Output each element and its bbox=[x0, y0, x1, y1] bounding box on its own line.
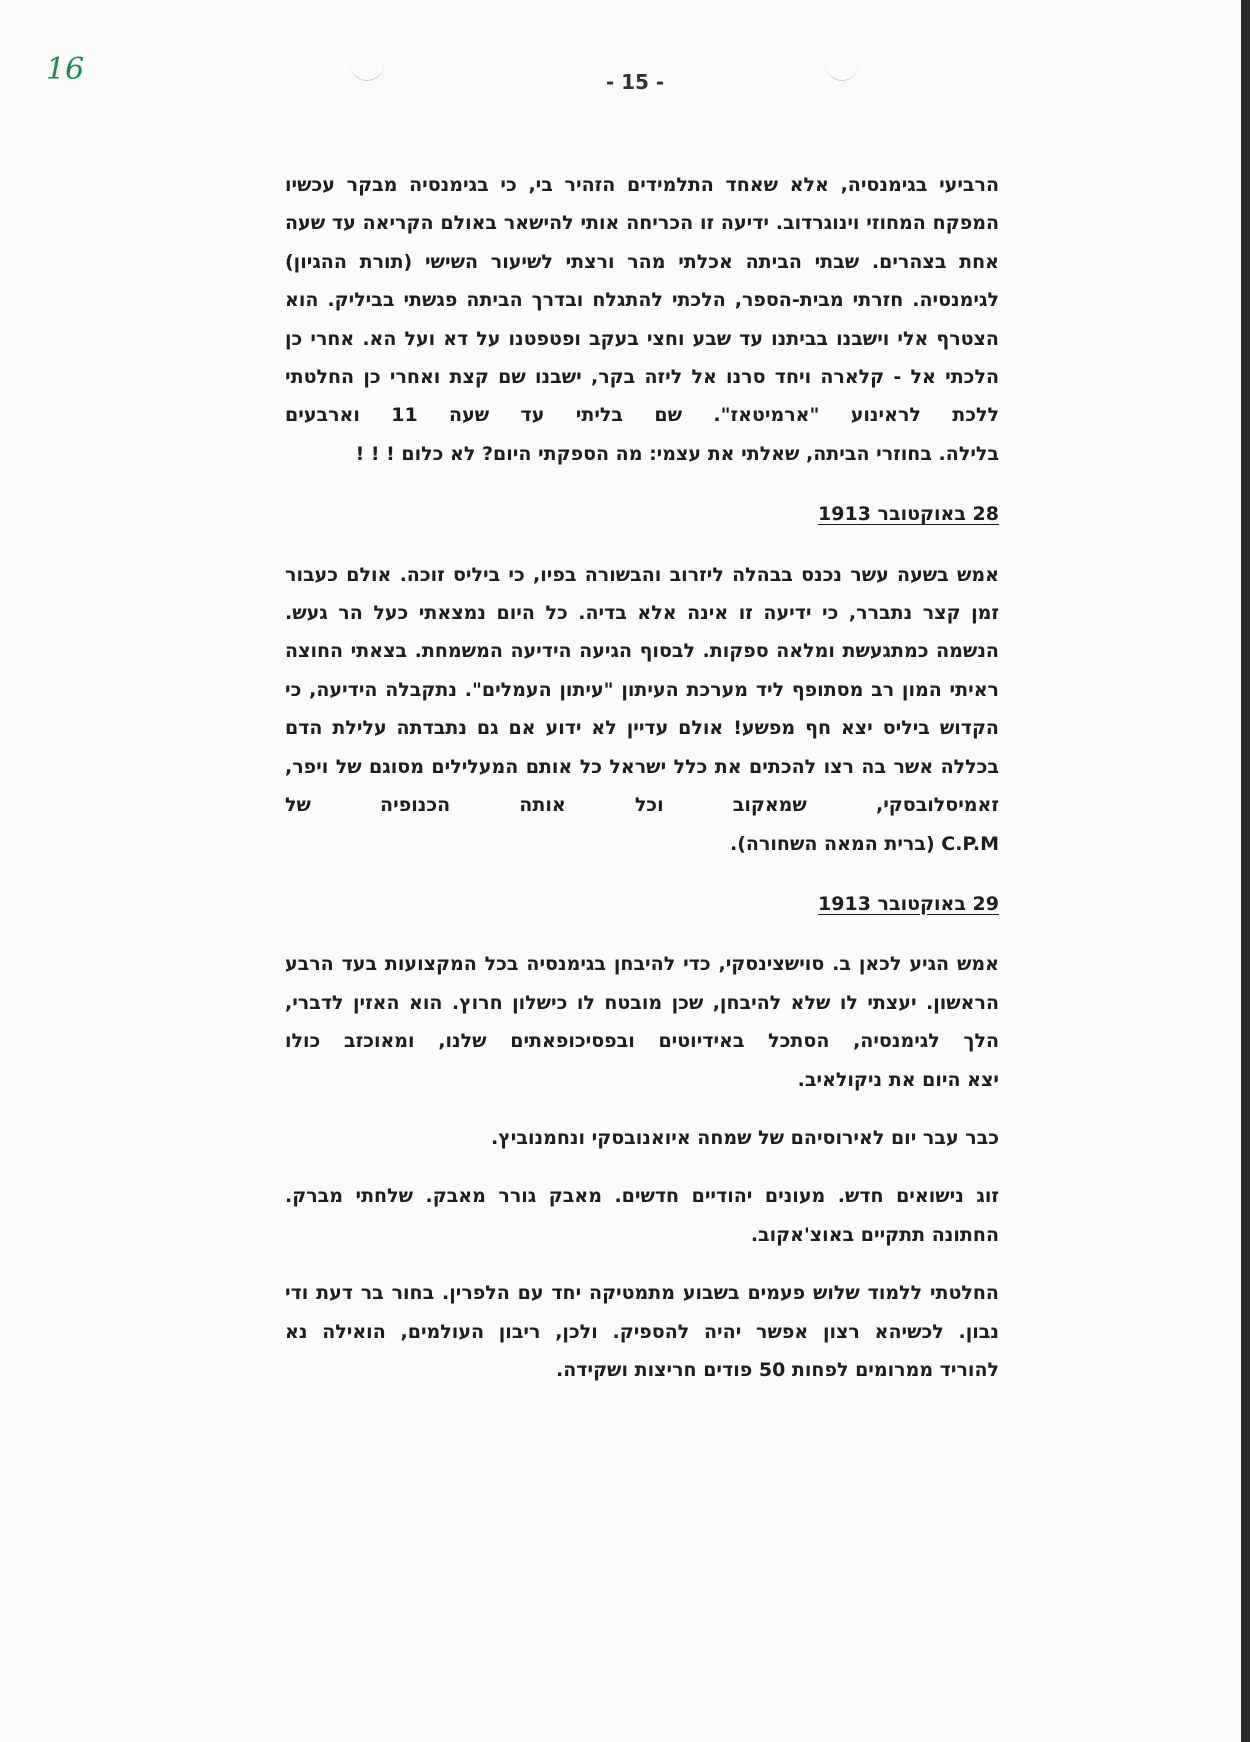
punch-hole-right bbox=[825, 46, 859, 81]
paragraph-2: אמש בשעה עשר נכנס בבהלה ליזרוב והבשורה בפיו, כי ביליס זוכה. אולם כעבור זמן קצר נתברר, כי ידיעה זו אינה אלא בדיה. כל היום נמצאתי כעל הר געש. הנשמה כמתגעשת ומלאה ספקות. לבסוף הגיעה הידיעה המשמחת. בצאתי החוצה ראיתי המון רב מסתופף ליד מערכת העיתון "עיתון העמלים". נתקבלה הידיעה, כי הקדוש ביליס יצא חף מפשע! אולם עדיין לא ידוע אם גם נתבדתה עלילת הדם בכללה אשר בה רצו להכתים את כלל ישראל כל אותם המעלילים מסוגם של ויפר, זאמיסלובסקי, שמאקוב וכל אותה הכנופיה של bbox=[285, 563, 999, 817]
paragraph-1: הרביעי בגימנסיה, אלא שאחד התלמידים הזהיר בי, כי בגימנסיה מבקר עכשיו המפקח המחוזי וינוגרדוב. ידיעה זו הכריחה אותי להישאר באולם הקריאה עד שעה אחת בצהרים. שבתי הביתה אכלתי מהר ורצתי לשיעור השישי (תורת ההגיון) לגימנסיה. חזרתי מבית-הספר, הלכתי להתגלח ובדרך הביתה פגשתי בביליק. הוא הצטרף אלי וישבנו בביתנו עד שבע וחצי בעקב ופטפטנו על דא ועל הא. אחרי כן הלכתי אל - קלארה ויחד סרנו אל ליזה בקר, ישבנו שם קצת ואחרי כן החלטתי ללכת לראינוע "ארמיטאז". שם בליתי עד שעה 11 וארבעים bbox=[285, 174, 999, 427]
paragraph-4: כבר עבר יום לאירוסיהם של שמחה איואנובסקי ונחמנוביץ. bbox=[491, 1126, 999, 1149]
paragraph-1-last-line: בלילה. בחוזרי הביתה, שאלתי את עצמי: מה הספקתי היום? לא כלום ! ! ! bbox=[355, 442, 999, 465]
paragraph-2-last-line: C.P.M (ברית המאה השחורה). bbox=[730, 832, 999, 855]
diary-text bbox=[285, 166, 999, 1389]
punch-hole-left bbox=[350, 46, 384, 81]
date-heading-29-october: 29 באוקטובר 1913 bbox=[818, 892, 999, 915]
paragraph-6: החלטתי ללמוד שלוש פעמים בשבוע מתמטיקה יחד עם הלפרין. בחור בר דעת ודי נבון. לכשיהא רצון אפשר יהיה להספיק. ולכן, ריבון העולמים, הואילה נא bbox=[285, 1282, 999, 1343]
handwritten-page-number: 16 bbox=[46, 52, 85, 87]
paragraph-3: אמש הגיע לכאן ב. סוישצינסקי, כדי להיבחן בגימנסיה בכל המקצועות בעד הרבע הראשון. יעצתי לו שלא להיבחן, שכן מובטח לו כישלון חרוץ. הוא האזין לדברי, הלך לגימנסיה, הסתכל באידיוטים ובפסיכופאתים שלנו, ומאוכזב כולו bbox=[285, 953, 999, 1053]
paragraph-5-last-line: החתונה תתקיים באוצ'אקוב. bbox=[750, 1223, 999, 1246]
paragraph-5: זוג נישואים חדש. מעונים יהודיים חדשים. מאבק גורר מאבק. שלחתי מברק. bbox=[285, 1185, 999, 1208]
page-number: - 15 - bbox=[605, 70, 665, 94]
paragraph-6-last-line: להוריד ממרומים לפחות 50 פודים חריצות ושקידה. bbox=[556, 1358, 999, 1381]
date-heading-28-october: 28 באוקטובר 1913 bbox=[818, 503, 999, 526]
paragraph-3-last-line: יצא היום את ניקולאיב. bbox=[797, 1068, 999, 1091]
scan-page-edge bbox=[1241, 0, 1250, 1742]
